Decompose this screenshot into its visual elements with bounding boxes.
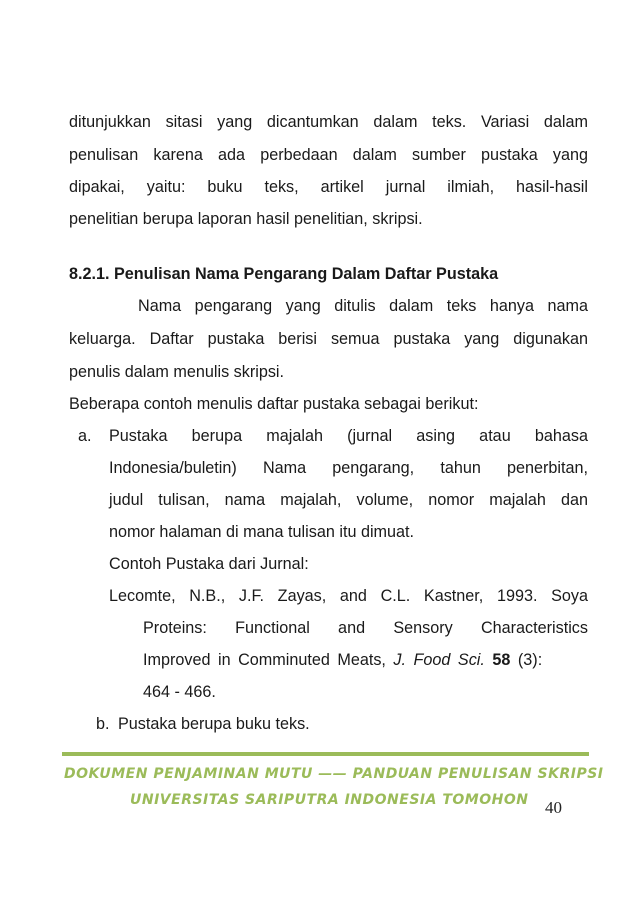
footer-line-2: UNIVERSITAS SARIPUTRA INDONESIA TOMOHON <box>130 792 529 808</box>
list-item-line: Indonesia/buletin) Nama pengarang, tahun penerbitan, <box>109 459 588 477</box>
journal-name: J. Food Sci. <box>393 651 485 669</box>
body-text-line: keluarga. Daftar pustaka berisi semua pustaka yang digunakan <box>69 330 588 348</box>
example-label: Contoh Pustaka dari Jurnal: <box>109 555 309 573</box>
list-item-line: Pustaka berupa buku teks. <box>118 715 310 733</box>
list-marker-a: a. <box>78 427 92 445</box>
body-text-line: penulisan karena ada perbedaan dalam sumber pustaka yang <box>69 146 588 164</box>
list-item-line: judul tulisan, nama majalah, volume, nomor majalah dan <box>109 491 588 509</box>
citation-line: Improved in Comminuted Meats, J. Food Sci. 58 (3): <box>143 651 543 669</box>
citation-line: Proteins: Functional and Sensory Characteristics <box>143 619 588 637</box>
citation-line: Lecomte, N.B., J.F. Zayas, and C.L. Kastner, 1993. Soya <box>109 587 588 605</box>
list-item-line: Pustaka berupa majalah (jurnal asing atau bahasa <box>109 427 588 445</box>
citation-line: 464 - 466. <box>143 683 216 701</box>
page-number: 40 <box>545 798 562 817</box>
footer-rule <box>62 752 589 756</box>
section-heading: 8.2.1. Penulisan Nama Pengarang Dalam Daftar Pustaka <box>69 265 499 283</box>
body-text-line: Nama pengarang yang ditulis dalam teks hanya nama <box>138 297 588 315</box>
list-item-line: nomor halaman di mana tulisan itu dimuat. <box>109 523 415 541</box>
body-text-line: penelitian berupa laporan hasil penelitian, skripsi. <box>69 210 423 228</box>
body-text-line: dipakai, yaitu: buku teks, artikel jurnal ilmiah, hasil-hasil <box>69 178 588 196</box>
journal-volume: 58 <box>492 651 511 669</box>
body-text-line: ditunjukkan sitasi yang dicantumkan dalam teks. Variasi dalam <box>69 113 588 131</box>
body-text-line: Beberapa contoh menulis daftar pustaka sebagai berikut: <box>69 395 479 413</box>
list-marker-b: b. <box>96 715 110 733</box>
body-text-line: penulis dalam menulis skripsi. <box>69 363 285 381</box>
footer-line-1: DOKUMEN PENJAMINAN MUTU —— PANDUAN PENULISAN SKRIPSI <box>64 766 604 782</box>
